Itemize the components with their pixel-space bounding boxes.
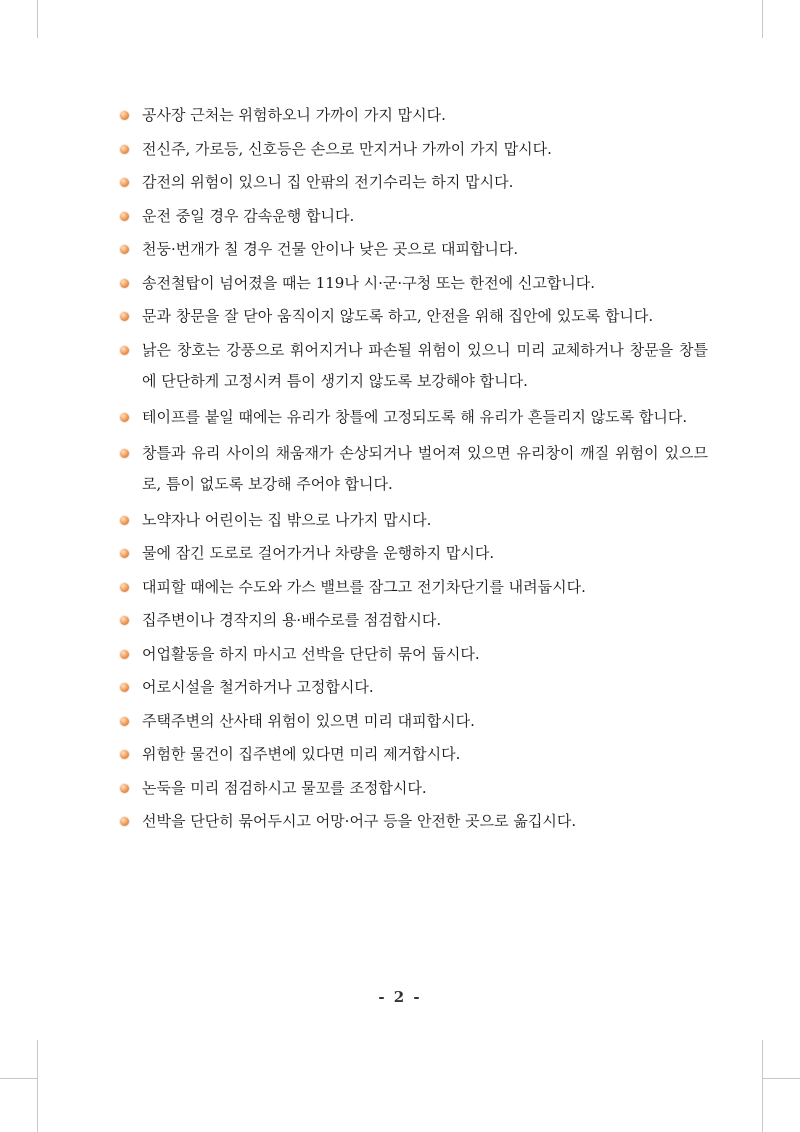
orange-bullet-icon <box>120 516 129 525</box>
list-item-text: 노약자나 어린이는 집 밖으로 나가지 맙시다. <box>142 510 432 529</box>
list-item <box>118 402 708 433</box>
list-item <box>118 739 708 770</box>
list-item <box>118 201 708 232</box>
list-item <box>118 706 708 737</box>
orange-bullet-icon <box>120 817 129 826</box>
list-item-text: 전신주, 가로등, 신호등은 손으로 만지거나 가까이 가지 맙시다. <box>142 139 552 158</box>
list-item <box>118 605 708 636</box>
list-item <box>118 100 708 131</box>
crop-mark-bottom-left-h <box>0 1078 37 1079</box>
orange-bullet-icon <box>120 549 129 558</box>
list-item <box>118 572 708 603</box>
list-item-text: 주택주변의 산사태 위험이 있으면 미리 대피합시다. <box>142 711 475 730</box>
list-item <box>118 773 708 804</box>
list-item-text: 문과 창문을 잘 닫아 움직이지 않도록 하고, 안전을 위해 집안에 있도록 합니다. <box>142 307 654 325</box>
list-item-text: 어업활동을 하지 마시고 선박을 단단히 묶어 둡시다. <box>142 644 480 663</box>
list-item-text: 운전 중일 경우 감속운행 합니다. <box>142 206 355 225</box>
list-item-text: 낡은 창호는 강풍으로 휘어지거나 파손될 위험이 있으니 미리 교체하거나 창문을 창틀에 단단하게 고정시켜 틈이 생기지 않도록 보강해야 합니다. <box>142 340 708 390</box>
list-item-text: 대피할 때에는 수도와 가스 밸브를 잠그고 전기차단기를 내려둡시다. <box>142 577 586 596</box>
list-item <box>118 672 708 703</box>
crop-mark-top-right <box>762 0 763 38</box>
list-item-text: 감전의 위험이 있으니 집 안팎의 전기수리는 하지 맙시다. <box>142 173 514 191</box>
orange-bullet-icon <box>120 583 129 592</box>
list-item-text: 논둑을 미리 점검하시고 물꼬를 조정합시다. <box>142 778 427 797</box>
list-item-text: 천둥·번개가 칠 경우 건물 안이나 낮은 곳으로 대피합니다. <box>142 240 519 258</box>
list-item <box>118 335 708 397</box>
orange-bullet-icon <box>120 750 129 759</box>
crop-mark-bottom-right <box>762 1040 763 1132</box>
list-item-text: 선박을 단단히 묶어두시고 어망·어구 등을 안전한 곳으로 옮깁시다. <box>142 812 577 830</box>
list-item <box>118 134 708 165</box>
list-item <box>118 505 708 536</box>
list-item-text: 어로시설을 철거하거나 고정합시다. <box>142 678 374 696</box>
list-item-text: 테이프를 붙일 때에는 유리가 창틀에 고정되도록 해 유리가 흔들리지 않도록 합니다. <box>142 407 688 426</box>
orange-bullet-icon <box>120 312 129 321</box>
orange-bullet-icon <box>120 683 129 692</box>
orange-bullet-icon <box>120 279 129 288</box>
safety-guideline-list <box>118 100 708 840</box>
orange-bullet-icon <box>120 413 129 422</box>
list-item <box>118 806 708 837</box>
page-number: - 2 - <box>378 988 422 1006</box>
orange-bullet-icon <box>120 449 129 458</box>
orange-bullet-icon <box>120 111 129 120</box>
crop-mark-bottom-left <box>37 1040 38 1132</box>
list-item-text: 창틀과 유리 사이의 채움재가 손상되거나 벌어져 있으면 유리창이 깨질 위험이 있으므로, 틈이 없도록 보강해 주어야 합니다. <box>142 443 708 493</box>
orange-bullet-icon <box>120 178 129 187</box>
orange-bullet-icon <box>120 717 129 726</box>
list-item <box>118 167 708 198</box>
list-item-text: 공사장 근처는 위험하오니 가까이 가지 맙시다. <box>142 106 446 124</box>
list-item <box>118 268 708 299</box>
crop-mark-bottom-right-h <box>762 1078 800 1079</box>
list-item <box>118 538 708 569</box>
list-item <box>118 301 708 332</box>
orange-bullet-icon <box>120 346 129 355</box>
crop-mark-top-left <box>37 0 38 38</box>
orange-bullet-icon <box>120 784 129 793</box>
orange-bullet-icon <box>120 212 129 221</box>
orange-bullet-icon <box>120 616 129 625</box>
list-item <box>118 438 708 500</box>
list-item <box>118 234 708 265</box>
orange-bullet-icon <box>120 650 129 659</box>
orange-bullet-icon <box>120 245 129 254</box>
list-item-text: 송전철탑이 넘어졌을 때는 119나 시·군·구청 또는 한전에 신고합니다. <box>142 273 596 292</box>
list-item <box>118 639 708 670</box>
list-item-text: 집주변이나 경작지의 용·배수로를 점검합시다. <box>142 611 442 629</box>
list-item-text: 물에 잠긴 도로로 걸어가거나 차량을 운행하지 맙시다. <box>142 544 495 562</box>
list-item-text: 위험한 물건이 집주변에 있다면 미리 제거합시다. <box>142 745 461 763</box>
orange-bullet-icon <box>120 145 129 154</box>
